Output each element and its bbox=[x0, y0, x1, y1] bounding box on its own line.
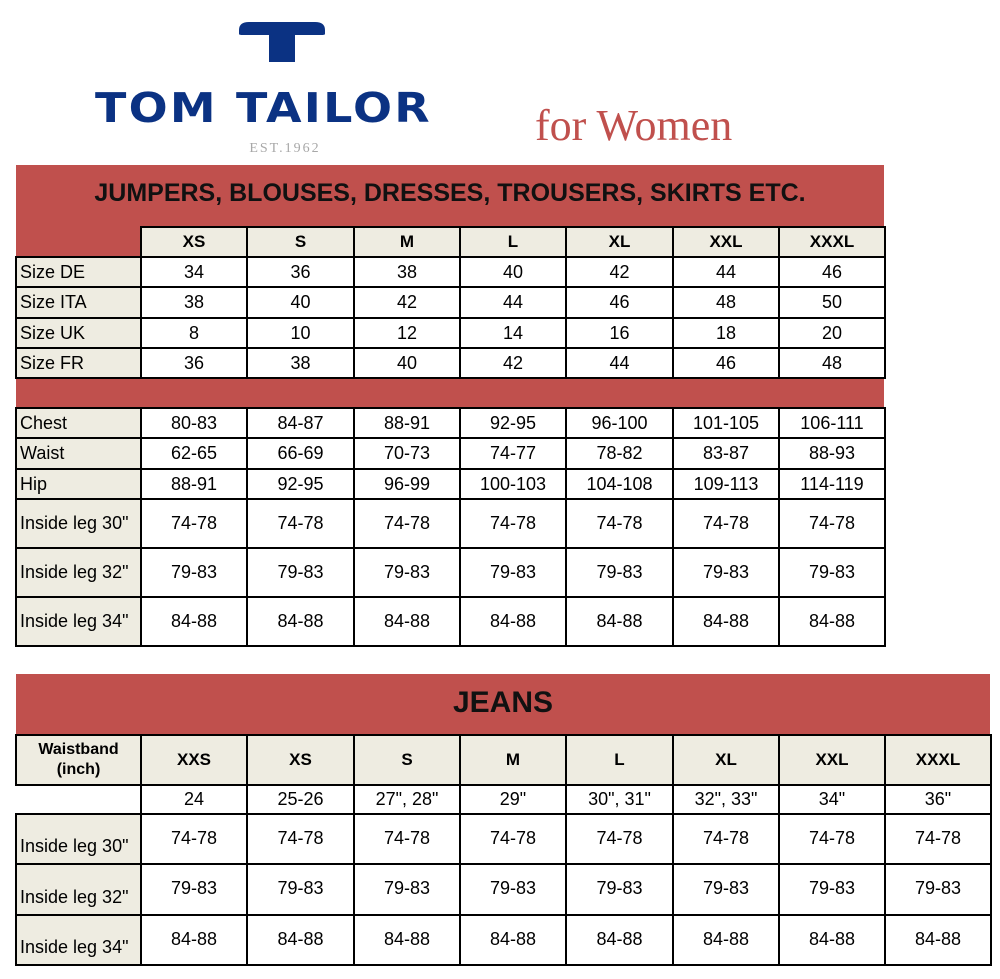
waistband-cell: 32", 33" bbox=[672, 784, 780, 815]
waistband-cell: 29" bbox=[459, 784, 567, 815]
table-cell: 48 bbox=[778, 347, 886, 379]
table-cell: 79-83 bbox=[353, 863, 461, 916]
table-cell: 79-83 bbox=[459, 863, 567, 916]
t-shirt-mark-icon bbox=[235, 20, 329, 62]
table-cell: 78-82 bbox=[565, 437, 674, 470]
table-cell: 80-83 bbox=[140, 407, 248, 439]
table-cell: 46 bbox=[778, 256, 886, 288]
table-cell: 109-113 bbox=[672, 468, 780, 500]
table-cell: 92-95 bbox=[246, 468, 355, 500]
table-cell: 20 bbox=[778, 317, 886, 349]
table-cell: 79-83 bbox=[140, 547, 248, 598]
table-cell: 74-78 bbox=[246, 498, 355, 549]
table-cell: 16 bbox=[565, 317, 674, 349]
table-cell: 18 bbox=[672, 317, 780, 349]
table-cell: 88-93 bbox=[778, 437, 886, 470]
table-cell: 12 bbox=[353, 317, 461, 349]
table-cell: 79-83 bbox=[778, 863, 886, 916]
table-cell: 40 bbox=[353, 347, 461, 379]
table-cell: 42 bbox=[565, 256, 674, 288]
row-label: Inside leg 32" bbox=[15, 547, 142, 598]
table-cell: 84-88 bbox=[459, 914, 567, 966]
row-label: Chest bbox=[15, 407, 142, 439]
waistband-cell: 30", 31" bbox=[565, 784, 674, 815]
table-cell: 74-78 bbox=[778, 813, 886, 865]
table-cell: 96-99 bbox=[353, 468, 461, 500]
table-cell: 74-78 bbox=[884, 813, 992, 865]
general-title-band bbox=[16, 165, 884, 226]
table-cell: 74-78 bbox=[459, 813, 567, 865]
jeans-size-header-xxxl: XXXL bbox=[884, 734, 992, 786]
table-cell: 83-87 bbox=[672, 437, 780, 470]
row-label: Waist bbox=[15, 437, 142, 470]
table-cell: 79-83 bbox=[459, 547, 567, 598]
row-label: Inside leg 34" bbox=[15, 596, 142, 647]
table-cell: 38 bbox=[246, 347, 355, 379]
table-cell: 79-83 bbox=[778, 547, 886, 598]
jeans-size-header-xxs: XXS bbox=[140, 734, 248, 786]
table-cell: 10 bbox=[246, 317, 355, 349]
table-cell: 74-78 bbox=[672, 813, 780, 865]
table-cell: 79-83 bbox=[672, 547, 780, 598]
row-label: Inside leg 30" bbox=[15, 498, 142, 549]
table-cell: 79-83 bbox=[246, 547, 355, 598]
table-cell: 79-83 bbox=[565, 547, 674, 598]
table-cell: 84-88 bbox=[778, 914, 886, 966]
table-cell: 38 bbox=[140, 286, 248, 319]
jeans-size-header-s: S bbox=[353, 734, 461, 786]
table-cell: 74-77 bbox=[459, 437, 567, 470]
table-cell: 84-88 bbox=[140, 596, 248, 647]
size-header-s: S bbox=[246, 226, 355, 258]
table-cell: 46 bbox=[565, 286, 674, 319]
size-header-l: L bbox=[459, 226, 567, 258]
jeans-size-header-l: L bbox=[565, 734, 674, 786]
table-cell: 74-78 bbox=[353, 498, 461, 549]
table-cell: 101-105 bbox=[672, 407, 780, 439]
table-cell: 44 bbox=[565, 347, 674, 379]
table-cell: 46 bbox=[672, 347, 780, 379]
table-cell: 74-78 bbox=[353, 813, 461, 865]
table-cell: 84-88 bbox=[353, 596, 461, 647]
table-cell: 84-88 bbox=[565, 914, 674, 966]
table-cell: 34 bbox=[140, 256, 248, 288]
section-divider-band bbox=[16, 379, 884, 407]
row-label: Inside leg 30" bbox=[15, 813, 142, 865]
table-cell: 38 bbox=[353, 256, 461, 288]
table-cell: 84-88 bbox=[884, 914, 992, 966]
table-cell: 84-87 bbox=[246, 407, 355, 439]
table-cell: 84-88 bbox=[565, 596, 674, 647]
row-label: Inside leg 34" bbox=[15, 914, 142, 966]
table-cell: 84-88 bbox=[459, 596, 567, 647]
table-cell: 74-78 bbox=[672, 498, 780, 549]
table-cell: 84-88 bbox=[246, 596, 355, 647]
table-cell: 79-83 bbox=[246, 863, 355, 916]
table-cell: 74-78 bbox=[778, 498, 886, 549]
size-header-m: M bbox=[353, 226, 461, 258]
jeans-table-title: JEANS bbox=[452, 686, 554, 719]
brand-established: EST.1962 bbox=[249, 141, 321, 156]
table-cell: 88-91 bbox=[140, 468, 248, 500]
row-label: Size UK bbox=[15, 317, 142, 349]
size-header-xxxl: XXXL bbox=[778, 226, 886, 258]
table-cell: 84-88 bbox=[353, 914, 461, 966]
table-cell: 42 bbox=[459, 347, 567, 379]
table-cell: 84-88 bbox=[778, 596, 886, 647]
table-cell: 84-88 bbox=[672, 596, 780, 647]
table-cell: 40 bbox=[246, 286, 355, 319]
jeans-size-header-xl: XL bbox=[672, 734, 780, 786]
audience-subtitle: for Women bbox=[535, 101, 733, 150]
row-label: Size ITA bbox=[15, 286, 142, 319]
waistband-cell: 36" bbox=[884, 784, 992, 815]
table-cell: 42 bbox=[353, 286, 461, 319]
waistband-cell: 34" bbox=[778, 784, 886, 815]
general-table-title: JUMPERS, BLOUSES, DRESSES, TROUSERS, SKIRTS ETC. bbox=[94, 179, 806, 207]
general-header-corner bbox=[16, 226, 142, 256]
row-label: Hip bbox=[15, 468, 142, 500]
table-cell: 50 bbox=[778, 286, 886, 319]
table-cell: 79-83 bbox=[565, 863, 674, 916]
table-cell: 84-88 bbox=[672, 914, 780, 966]
jeans-title-band bbox=[16, 674, 990, 735]
waistband-cell: 25-26 bbox=[246, 784, 355, 815]
table-cell: 44 bbox=[459, 286, 567, 319]
table-cell: 36 bbox=[246, 256, 355, 288]
table-cell: 96-100 bbox=[565, 407, 674, 439]
size-header-xl: XL bbox=[565, 226, 674, 258]
table-cell: 48 bbox=[672, 286, 780, 319]
table-cell: 74-78 bbox=[459, 498, 567, 549]
waistband-header: Waistband (inch) bbox=[15, 734, 142, 786]
table-cell: 40 bbox=[459, 256, 567, 288]
table-cell: 44 bbox=[672, 256, 780, 288]
size-header-xxl: XXL bbox=[672, 226, 780, 258]
table-cell: 79-83 bbox=[140, 863, 248, 916]
jeans-size-header-xxl: XXL bbox=[778, 734, 886, 786]
table-cell: 100-103 bbox=[459, 468, 567, 500]
table-cell: 74-78 bbox=[246, 813, 355, 865]
waistband-cell: 24 bbox=[140, 784, 248, 815]
table-cell: 62-65 bbox=[140, 437, 248, 470]
size-header-xs: XS bbox=[140, 226, 248, 258]
row-label: Inside leg 32" bbox=[15, 863, 142, 916]
table-cell: 66-69 bbox=[246, 437, 355, 470]
table-cell: 106-111 bbox=[778, 407, 886, 439]
table-cell: 74-78 bbox=[565, 813, 674, 865]
row-label: Size FR bbox=[15, 347, 142, 379]
table-cell: 74-78 bbox=[140, 813, 248, 865]
table-cell: 74-78 bbox=[140, 498, 248, 549]
table-cell: 84-88 bbox=[140, 914, 248, 966]
table-cell: 74-78 bbox=[565, 498, 674, 549]
table-cell: 79-83 bbox=[884, 863, 992, 916]
table-cell: 84-88 bbox=[246, 914, 355, 966]
table-cell: 8 bbox=[140, 317, 248, 349]
table-cell: 92-95 bbox=[459, 407, 567, 439]
table-cell: 79-83 bbox=[672, 863, 780, 916]
jeans-size-header-xs: XS bbox=[246, 734, 355, 786]
table-cell: 104-108 bbox=[565, 468, 674, 500]
table-cell: 114-119 bbox=[778, 468, 886, 500]
jeans-size-header-m: M bbox=[459, 734, 567, 786]
waistband-cell: 27", 28" bbox=[353, 784, 461, 815]
table-cell: 79-83 bbox=[353, 547, 461, 598]
table-cell: 88-91 bbox=[353, 407, 461, 439]
table-cell: 70-73 bbox=[353, 437, 461, 470]
brand-wordmark: TOM TAILOR bbox=[95, 84, 432, 132]
row-label: Size DE bbox=[15, 256, 142, 288]
table-cell: 14 bbox=[459, 317, 567, 349]
table-cell: 36 bbox=[140, 347, 248, 379]
brand-logo bbox=[95, 20, 455, 156]
